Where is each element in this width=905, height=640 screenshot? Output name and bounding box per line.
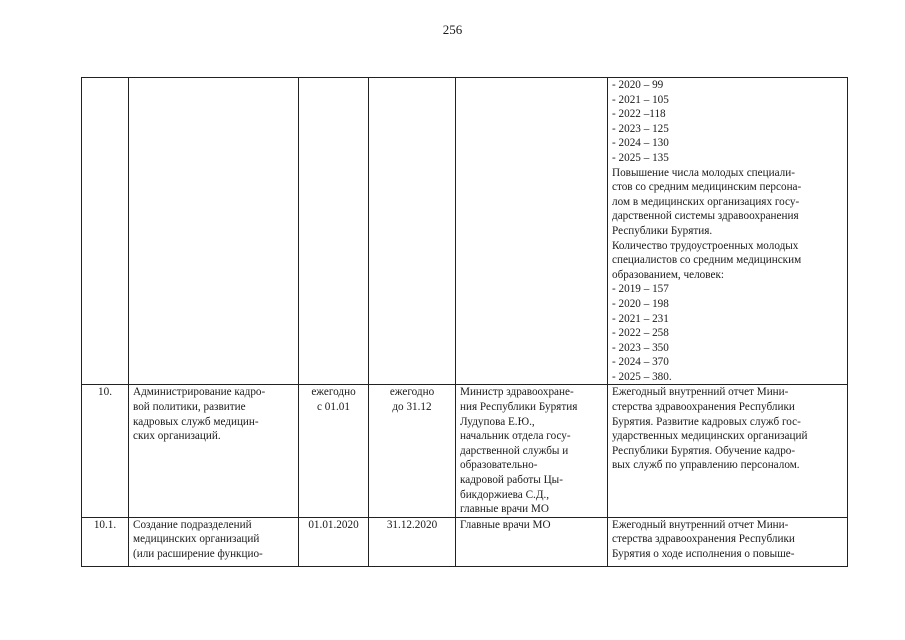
cell-text-line: ния Республики Бурятия bbox=[460, 401, 578, 414]
cell-event bbox=[129, 385, 299, 517]
cell-text-line: Республики Бурятия. bbox=[612, 224, 713, 237]
cell-event bbox=[129, 517, 299, 566]
cell-text-line: Министр здравоохране- bbox=[460, 386, 574, 399]
cell-text-line: Республики Бурятия. Обучение кадро- bbox=[612, 444, 796, 457]
cell-text-line: кадровой работы Цы- bbox=[460, 474, 563, 487]
cell-text-line: медицинских организаций bbox=[133, 533, 260, 546]
cell-text-line: - 2024 – 370 bbox=[612, 356, 669, 369]
cell-text-line: - 2021 – 105 bbox=[612, 93, 669, 106]
cell-text-line: - 2025 – 135 bbox=[612, 151, 669, 164]
cell-text-line: стерства здравоохранения Республики bbox=[612, 533, 795, 546]
cell-text-line: дарственной системы здравоохранения bbox=[612, 210, 799, 223]
cell-text-line: ежегодно bbox=[389, 386, 435, 399]
table-row bbox=[82, 517, 848, 566]
cell-text-line: стерства здравоохранения Республики bbox=[612, 401, 795, 414]
cell-text-line: - 2020 – 198 bbox=[612, 297, 669, 310]
cell-text-line: - 2022 – 258 bbox=[612, 327, 669, 340]
cell-text-line: стов со средним медицинским персона- bbox=[612, 181, 802, 194]
cell-result bbox=[608, 517, 848, 566]
cell-text-line: (или расширение функцио- bbox=[133, 548, 263, 560]
cell-text-line: Ежегодный внутренний отчет Мини- bbox=[612, 386, 789, 399]
cell-responsible bbox=[456, 517, 608, 566]
cell-text-line: - 2020 – 99 bbox=[612, 79, 664, 91]
cell-text-line: Бурятия о ходе исполнения о повыше- bbox=[612, 548, 795, 560]
cell-text-line: до 31.12 bbox=[392, 401, 432, 414]
cell-text-line: Бурятия. Развитие кадровых служб гос- bbox=[612, 415, 801, 428]
cell-text-line: Количество трудоустроенных молодых bbox=[612, 239, 799, 252]
cell-text-line: - 2023 – 350 bbox=[612, 341, 669, 354]
cell-text-line: вой политики, развитие bbox=[133, 401, 246, 414]
table-row bbox=[82, 385, 848, 517]
cell-end-date bbox=[369, 78, 456, 385]
cell-start-date bbox=[299, 385, 369, 517]
cell-end-date bbox=[369, 385, 456, 517]
cell-result bbox=[608, 385, 848, 517]
cell-text-line: - 2025 – 380. bbox=[612, 370, 672, 383]
cell-end-date bbox=[369, 517, 456, 566]
cell-text-line: образованием, человек: bbox=[612, 268, 725, 281]
cell-text-line: главные врачи МО bbox=[460, 503, 549, 516]
cell-text-line: с 01.01 bbox=[317, 401, 350, 414]
cell-start-date bbox=[299, 78, 369, 385]
cell-text-line: ежегодно bbox=[311, 386, 356, 399]
cell-text-line: - 2023 – 125 bbox=[612, 122, 669, 135]
cell-text-line: - 2024 – 130 bbox=[612, 137, 669, 150]
cell-text-line: Создание подразделений bbox=[133, 518, 252, 531]
cell-text-line: специалистов со средним медицинским bbox=[612, 254, 802, 267]
cell-result bbox=[608, 78, 848, 385]
cell-text-line: ударственных медицинских организаций bbox=[612, 430, 808, 443]
cell-text-line: вых служб по управлению персоналом. bbox=[612, 459, 800, 472]
cell-text-line: Лудупова Е.Ю., bbox=[460, 415, 535, 428]
cell-text-line: - 2022 –118 bbox=[612, 108, 666, 121]
cell-text-line: Ежегодный внутренний отчет Мини- bbox=[612, 518, 789, 531]
page-number: 256 bbox=[442, 22, 463, 37]
cell-responsible bbox=[456, 78, 608, 385]
plan-table bbox=[81, 77, 848, 567]
cell-number bbox=[82, 517, 129, 566]
cell-text-line: Администрирование кадро- bbox=[133, 386, 266, 399]
cell-text-line: Повышение числа молодых специали- bbox=[612, 166, 795, 179]
cell-text-line: кадровых служб медицин- bbox=[133, 415, 259, 428]
cell-number bbox=[82, 385, 129, 517]
cell-text-line: начальник отдела госу- bbox=[460, 430, 571, 443]
cell-text-line: Главные врачи МО bbox=[460, 518, 551, 531]
cell-text-line: - 2019 – 157 bbox=[612, 283, 669, 296]
cell-number bbox=[82, 78, 129, 385]
cell-event bbox=[129, 78, 299, 385]
cell-text-line: образовательно- bbox=[460, 459, 538, 472]
cell-text-line: лом в медицинских организациях госу- bbox=[612, 195, 800, 208]
cell-text-line: ских организаций. bbox=[133, 430, 221, 443]
cell-start-date bbox=[299, 517, 369, 566]
table-row bbox=[82, 78, 848, 385]
cell-text-line: - 2021 – 231 bbox=[612, 312, 669, 325]
cell-responsible bbox=[456, 385, 608, 517]
cell-text-line: 31.12.2020 bbox=[386, 518, 438, 531]
cell-text: 10. bbox=[98, 386, 112, 399]
cell-text-line: дарственной службы и bbox=[460, 444, 569, 457]
cell-text-line: 01.01.2020 bbox=[308, 518, 359, 531]
cell-text: 10.1. bbox=[93, 518, 117, 531]
cell-text-line: бикдоржиева С.Д., bbox=[460, 488, 550, 501]
